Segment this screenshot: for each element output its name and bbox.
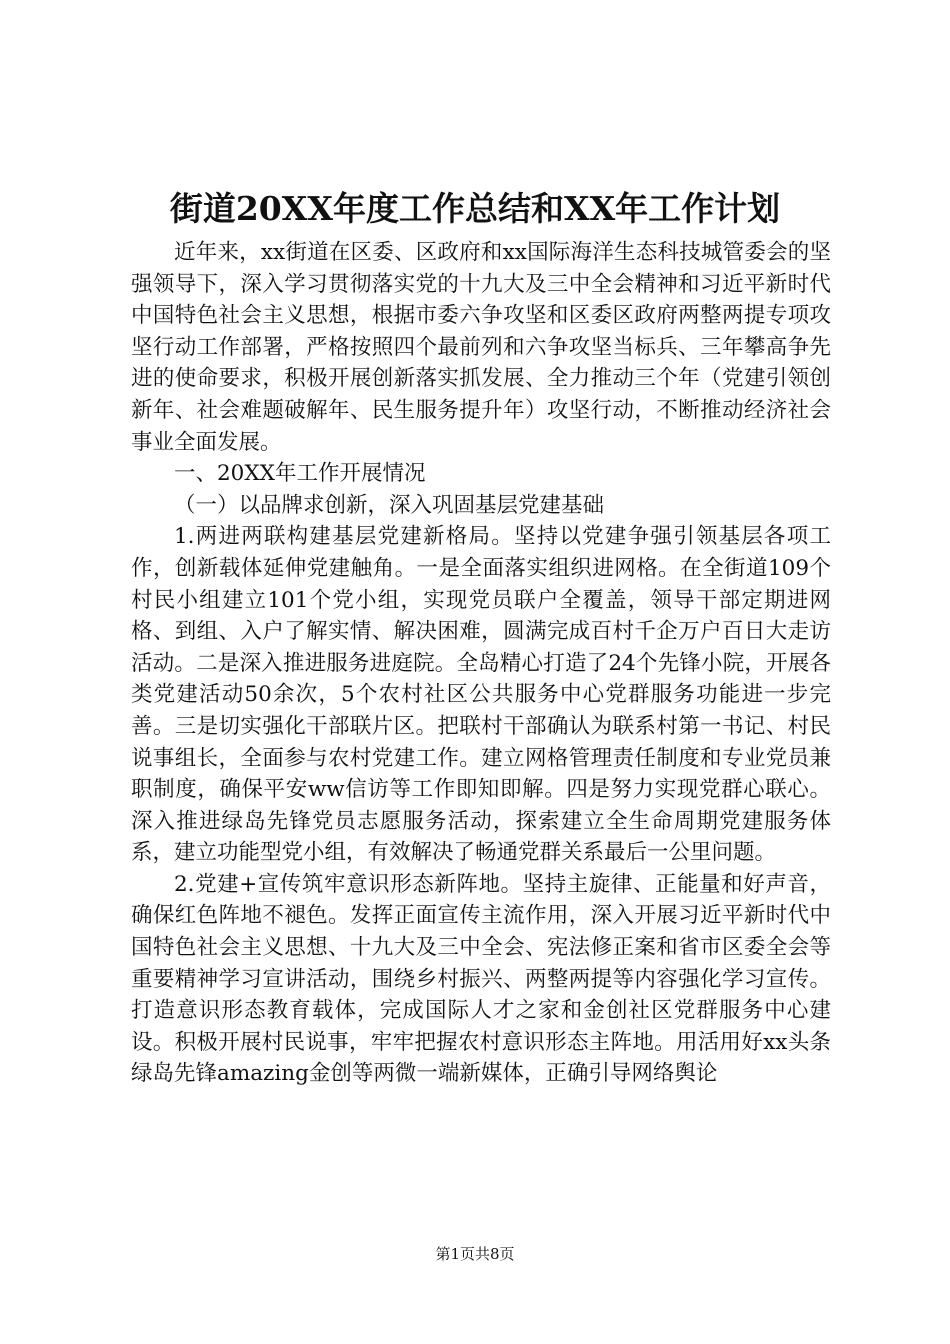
page-footer <box>0 1244 950 1264</box>
document-title: 街道20XX年度工作总结和XX年工作计划 <box>169 189 781 228</box>
subsection-heading: （一）以品牌求创新，深入巩固基层党建基础 <box>174 492 605 518</box>
section-heading: 一、20XX年工作开展情况 <box>174 461 426 487</box>
page-number: 第1页 <box>435 1245 475 1263</box>
item-paragraph-1: 1.两进两联构建基层党建新格局。坚持以党建争强引领基层各项工作，创新载体延伸党建触角。一是全面落实组织进网格。在全街道109个村民小组建立101个党小组，实现党员联户全覆盖，领导干部定期进网格、到组、入户了解实情、解决困难，圆满完成百村千企万户百日大走访活动。二是深入推进服务进庭院。全岛精心打造了24个先锋小院，开展各类党建活动50余次，5个农村社区公共服务中心党群服务功能进一步完善。三是切实强化干部联片区。把联村干部确认为联系村第一书记、村民说事组长，全面参与农村党建工作。建立网格管理责任制度和专业党员兼职制度，确保平安ww信访等工作即知即解。四是努力实现党群心联心。深入推进绿岛先锋党员志愿服务活动，探索建立全生命周期党建服务体系，建立功能型党小组，有效解决了畅通党群关系最后一公里问题。 <box>131 524 831 866</box>
intro-paragraph: 近年来，xx街道在区委、区政府和xx国际海洋生态科技城管委会的坚强领导下，深入学习贯彻落实党的十九大及三中全会精神和习近平新时代中国特色社会主义思想，根据市委六争攻坚和区委区政府两整两提专项攻坚行动工作部署，严格按照四个最前列和六争攻坚当标兵、三年攀高争先进的使命要求，积极开展创新落实抓发展、全力推动三个年（党建引领创新年、社会难题破解年、民生服务提升年）攻坚行动，不断推动经济社会事业全面发展。 <box>131 240 831 455</box>
item-paragraph-2: 2.党建+宣传筑牢意识形态新阵地。坚持主旋律、正能量和好声音，确保红色阵地不褪色。发挥正面宣传主流作用，深入开展习近平新时代中国特色社会主义思想、十九大及三中全会、宪法修正案和省市区委全会等重要精神学习宣讲活动，围绕乡村振兴、两整两提等内容强化学习宣传。打造意识形态教育载体，完成国际人才之家和金创社区党群服务中心建设。积极开展村民说事，牢牢把握农村意识形态主阵地。用活用好xx头条绿岛先锋amazing金创等两微一端新媒体，正确引导网络舆论 <box>131 871 831 1087</box>
page-total: 共8页 <box>475 1245 515 1263</box>
document-body <box>131 237 831 1090</box>
